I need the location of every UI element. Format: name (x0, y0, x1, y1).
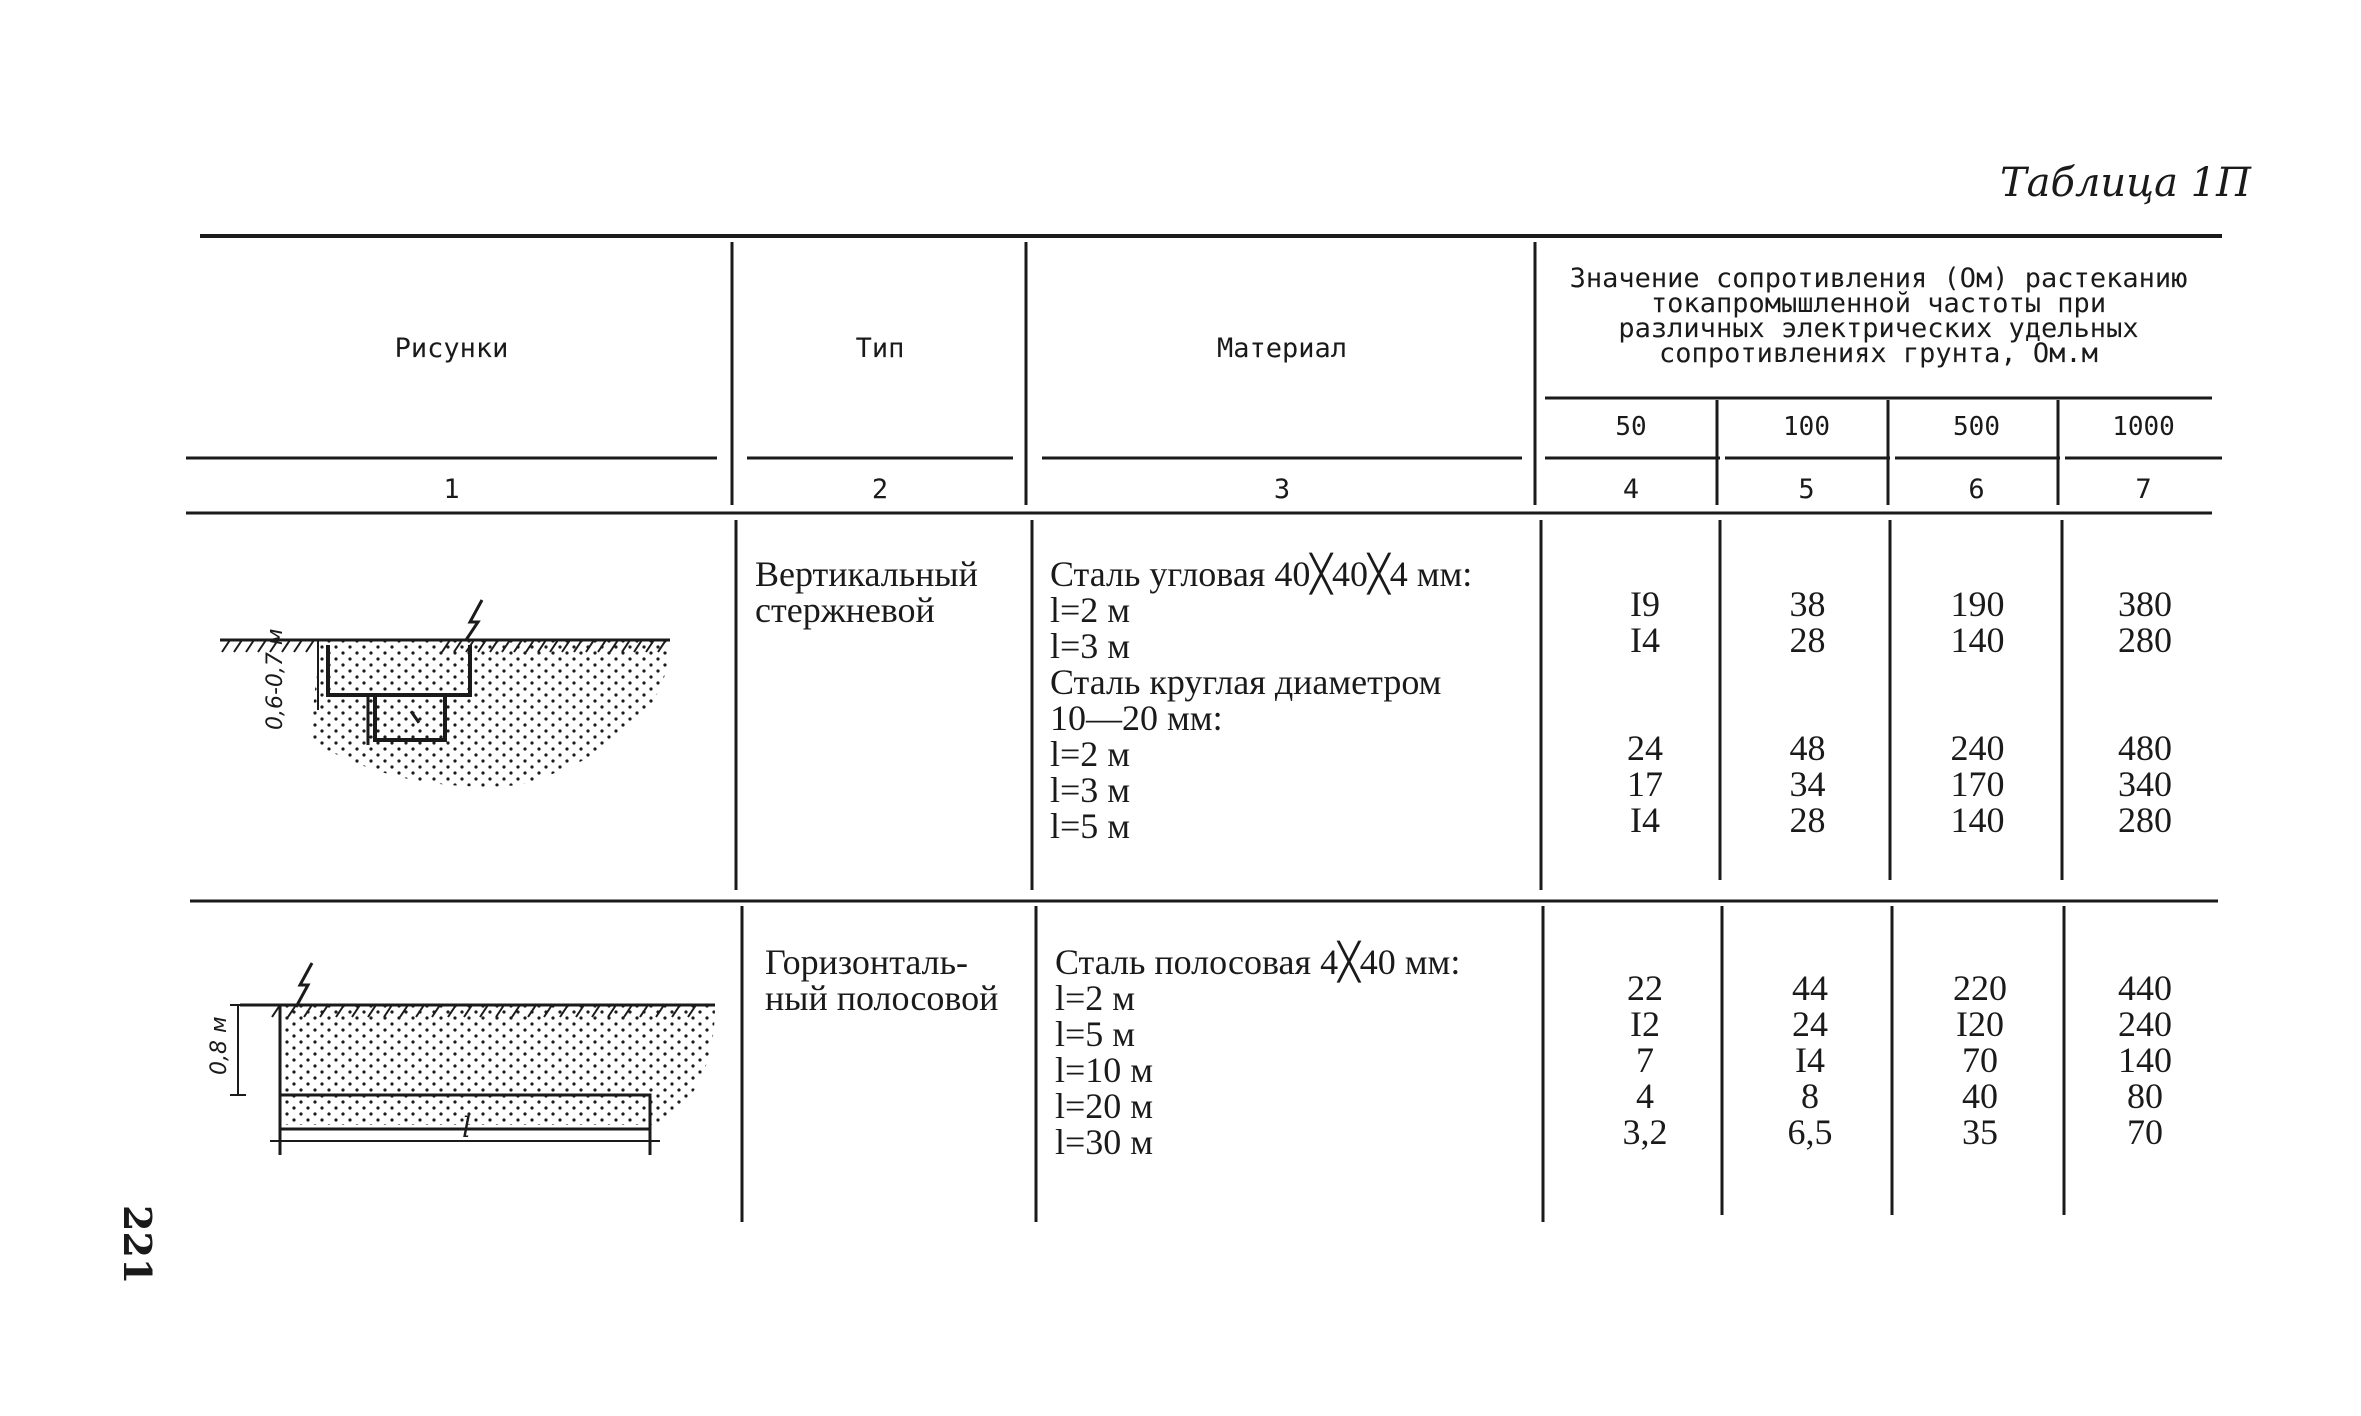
column-number-7: 7 (2135, 474, 2152, 505)
horizontal-depth-label: 0,8 м (207, 1016, 232, 1075)
column-number-1: 1 (443, 474, 460, 505)
row2-values-500: 220 I20 70 40 35 (1953, 968, 2007, 1152)
row2-type: Горизонталь- ный полосовой (765, 942, 999, 1018)
vertical-depth-label: 0,6-0,7 м (263, 628, 288, 730)
header-resistivity-100: 100 (1783, 412, 1830, 442)
header-type: Тип (855, 333, 905, 364)
row1-values-100: 38 28 48 34 28 (1789, 584, 1826, 840)
header-material: Материал (1216, 333, 1348, 364)
column-number-6: 6 (1968, 474, 1985, 505)
row2-material: Сталь полосовая 4╳40 мм: l=2 м l=5 м l=10 м l=20 м l=30 м (1055, 942, 1461, 1162)
column-number-4: 4 (1622, 474, 1640, 505)
row2-values-1000: 440 240 140 80 70 (2118, 968, 2172, 1152)
header-resistivity-1000: 1000 (2112, 412, 2175, 442)
row1-material: Сталь угловая 40╳40╳4 мм: l=2 м l=3 м Сталь круглая диаметром 10—20 мм: l=2 м l=3 м l=5 м (1050, 554, 1473, 846)
row1-type: Вертикальный стержневой (755, 554, 978, 630)
column-number-2: 2 (871, 474, 889, 505)
header-figures: Рисунки (394, 333, 509, 364)
header-resistivity-50: 50 (1615, 412, 1647, 442)
horizontal-length-label: l (462, 1111, 471, 1144)
row1-values-1000: 380 280 480 340 280 (2118, 584, 2172, 840)
table-caption: Таблица 1П (2000, 160, 2251, 206)
row1-values-50: I9 I4 24 17 I4 (1627, 584, 1663, 840)
row1-values-500: 190 140 240 170 140 (1950, 584, 2005, 840)
column-number-5: 5 (1798, 474, 1815, 505)
column-number-3: 3 (1273, 474, 1291, 505)
row2-values-50: 22 I2 7 4 3,2 (1622, 968, 1668, 1152)
vertical-electrode-figure (200, 590, 680, 800)
page-number: 221 (115, 1205, 160, 1285)
header-resistivity-500: 500 (1953, 412, 2000, 442)
header-resistance-group: Значение сопротивления (Ом) растеканию токапромышленной частоты при различных электрических удельных сопротивлениях грунта, Ом.м (1569, 263, 2188, 369)
row2-values-100: 44 24 I4 8 6,5 (1787, 968, 1833, 1152)
horizontal-electrode-figure (200, 955, 720, 1165)
